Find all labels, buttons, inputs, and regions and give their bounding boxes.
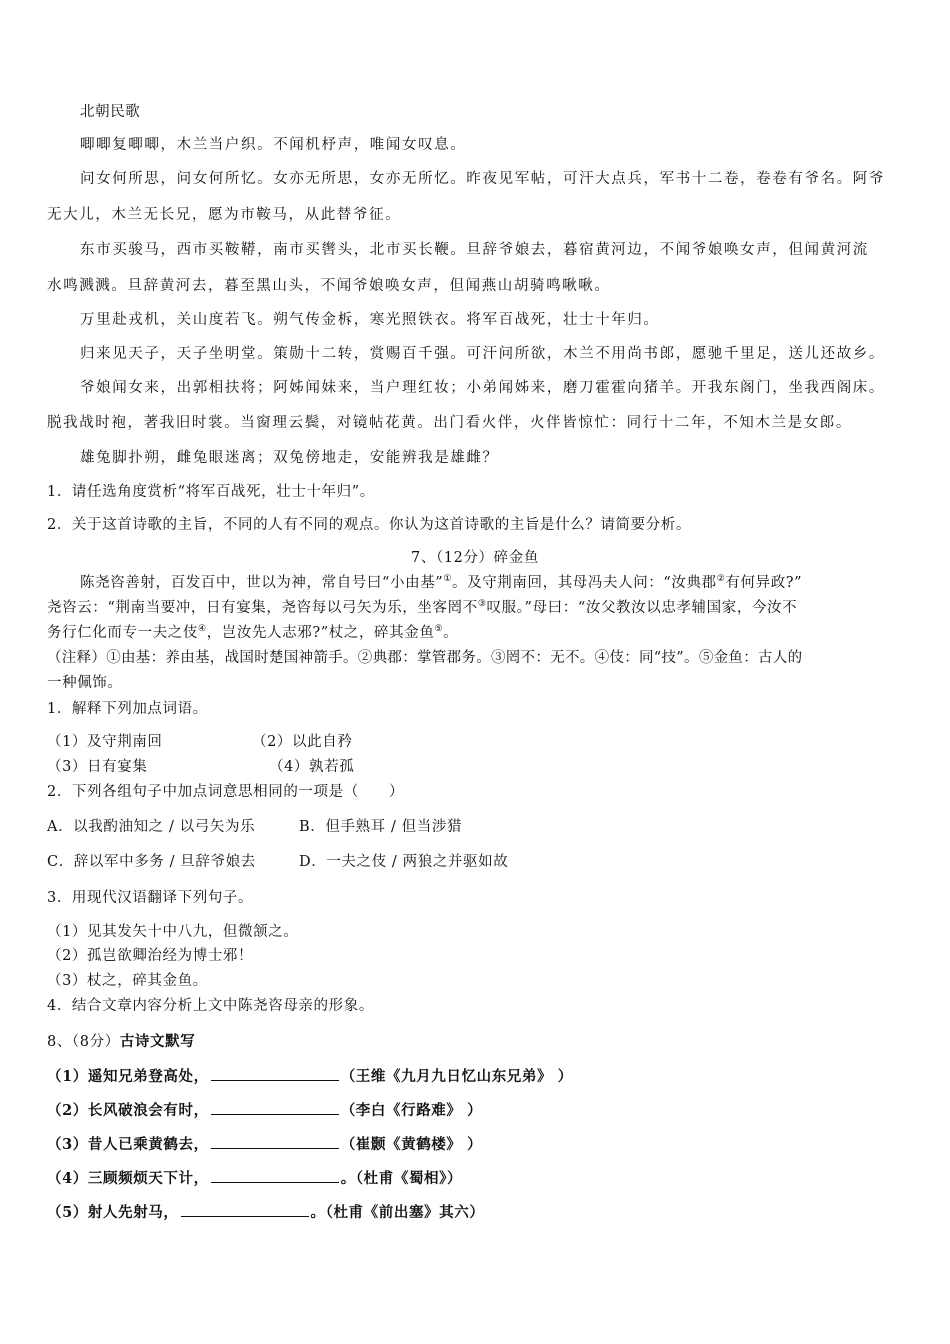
passage-line: 尧咨云：“荆南当要冲，日有宴集，尧咨每以弓矢为乐，坐客罔不③叹服。”母曰：“汝父教汝以忠孝辅国家，今汝不 (47, 599, 798, 616)
question-text: 2．关于这首诗歌的主旨，不同的人有不同的观点。你认为这首诗歌的主旨是什么？请简要分析。 (47, 517, 692, 533)
option-row (47, 852, 907, 872)
answer-blank[interactable] (211, 1134, 339, 1149)
poem-line: 爷娘闻女来，出郭相扶将；阿姊闻妹来，当户理红妆；小弟闻姊来，磨刀霍霍向猪羊。开我东阁门，坐我西阁床。 (80, 380, 885, 396)
passage-line: 陈尧咨善射，百发百中，世以为神，常自号曰“小由基”①。及守荆南回，其母冯夫人问：“汝典郡②有何异政?” (80, 574, 803, 591)
poem-line: 归来见天子，天子坐明堂。策勋十二转，赏赐百千强。可汗问所欲，木兰不用尚书郎，愿驰千里足，送儿还故乡。 (80, 346, 885, 362)
sub-item: （1）见其发矢十中八九，但微颔之。 (47, 924, 299, 940)
option-a: A．以我酌油知之 / 以弓矢为乐 (47, 819, 256, 835)
sub-item: （2）以此自矜 (252, 734, 353, 750)
sub-item-row (47, 732, 907, 752)
question-text: 4．结合文章内容分析上文中陈尧咨母亲的形象。 (47, 998, 374, 1014)
footnote-mark: ① (443, 574, 452, 585)
option-row (47, 817, 907, 837)
fill-item: （1）遥知兄弟登高处， （王维《九月九日忆山东兄弟》 ） (47, 1068, 573, 1085)
notes-line: （注释）①由基：养由基，战国时楚国神箭手。②典郡：掌管郡务。③罔不：无不。④伎：同“技”。⑤金鱼：古人的 (47, 650, 803, 666)
sub-item: （1）及守荆南回 (47, 734, 163, 750)
sub-item: （2）孤岂欲卿治经为博士邪！ (47, 948, 254, 964)
sub-item: （4）孰若孤 (269, 759, 355, 775)
option-c: C．辞以军中多务 / 旦辞爷娘去 (47, 854, 256, 870)
poem-line: 水鸣溅溅。旦辞黄河去，暮至黑山头，不闻爷娘唤女声，但闻燕山胡骑鸣啾啾。 (47, 278, 611, 294)
option-b: B．但手熟耳 / 但当涉猎 (299, 819, 463, 835)
question-text: 2．下列各组句子中加点词意思相同的一项是（ ） (47, 784, 405, 800)
section-title: 8、（8分）古诗文默写 (47, 1033, 196, 1050)
question-text: 3．用现代汉语翻译下列句子。 (47, 890, 254, 906)
fill-item: （3）昔人已乘黄鹤去， （崔颢《黄鹤楼》 ） (47, 1136, 483, 1153)
poem-line: 东市买骏马，西市买鞍鞯，南市买辔头，北市买长鞭。旦辞爷娘去，暮宿黄河边，不闻爷娘唤女声，但闻黄河流 (80, 242, 869, 258)
poem-author: 北朝民歌 (80, 104, 141, 120)
fill-item: （5）射人先射马， 。（杜甫《前出塞》其六） (47, 1204, 485, 1221)
poem-line: 雄兔脚扑朔，雌兔眼迷离；双兔傍地走，安能辨我是雄雌？ (80, 450, 499, 466)
fill-item: （4）三顾频烦天下计， 。（杜甫《蜀相》） (47, 1170, 463, 1187)
notes-line: 一种佩饰。 (47, 675, 123, 691)
poem-line: 万里赴戎机，关山度若飞。朔气传金柝，寒光照铁衣。将军百战死，壮士十年归。 (80, 312, 660, 328)
question-text: 1．请任选角度赏析“将军百战死，壮士十年归”。 (47, 484, 375, 500)
poem-line: 脱我战时袍，著我旧时裳。当窗理云鬓，对镜帖花黄。出门看火伴，火伴皆惊忙：同行十二年，不知木兰是女郎。 (47, 415, 852, 431)
sub-item: （3）杖之，碎其金鱼。 (47, 973, 208, 989)
passage-line: 务行仁化而专一夫之伎④，岂汝先人志邪?”杖之，碎其金鱼⑤。 (47, 624, 459, 641)
fill-item: （2）长风破浪会有时， （李白《行路难》 ） (47, 1102, 483, 1119)
poem-line: 唧唧复唧唧，木兰当户织。不闻机杼声，唯闻女叹息。 (80, 137, 467, 153)
section-title: 7、（12分）碎金鱼 (411, 550, 539, 566)
footnote-mark: ⑤ (434, 624, 444, 635)
answer-blank[interactable] (211, 1168, 339, 1183)
answer-blank[interactable] (211, 1066, 339, 1081)
answer-blank[interactable] (181, 1202, 309, 1217)
poem-line: 问女何所思，问女何所忆。女亦无所思，女亦无所忆。昨夜见军帖，可汗大点兵，军书十二卷，卷卷有爷名。阿爷 (80, 171, 885, 187)
sub-item-row (47, 757, 907, 777)
sub-item: （3）日有宴集 (47, 759, 148, 775)
question-text: 1．解释下列加点词语。 (47, 701, 208, 717)
option-d: D．一夫之伎 / 两狼之并驱如故 (299, 854, 509, 870)
answer-blank[interactable] (211, 1100, 339, 1115)
footnote-mark: ② (716, 574, 726, 585)
poem-line: 无大儿，木兰无长兄，愿为市鞍马，从此替爷征。 (47, 207, 402, 223)
footnote-mark: ④ (198, 624, 207, 635)
footnote-mark: ③ (477, 599, 487, 610)
